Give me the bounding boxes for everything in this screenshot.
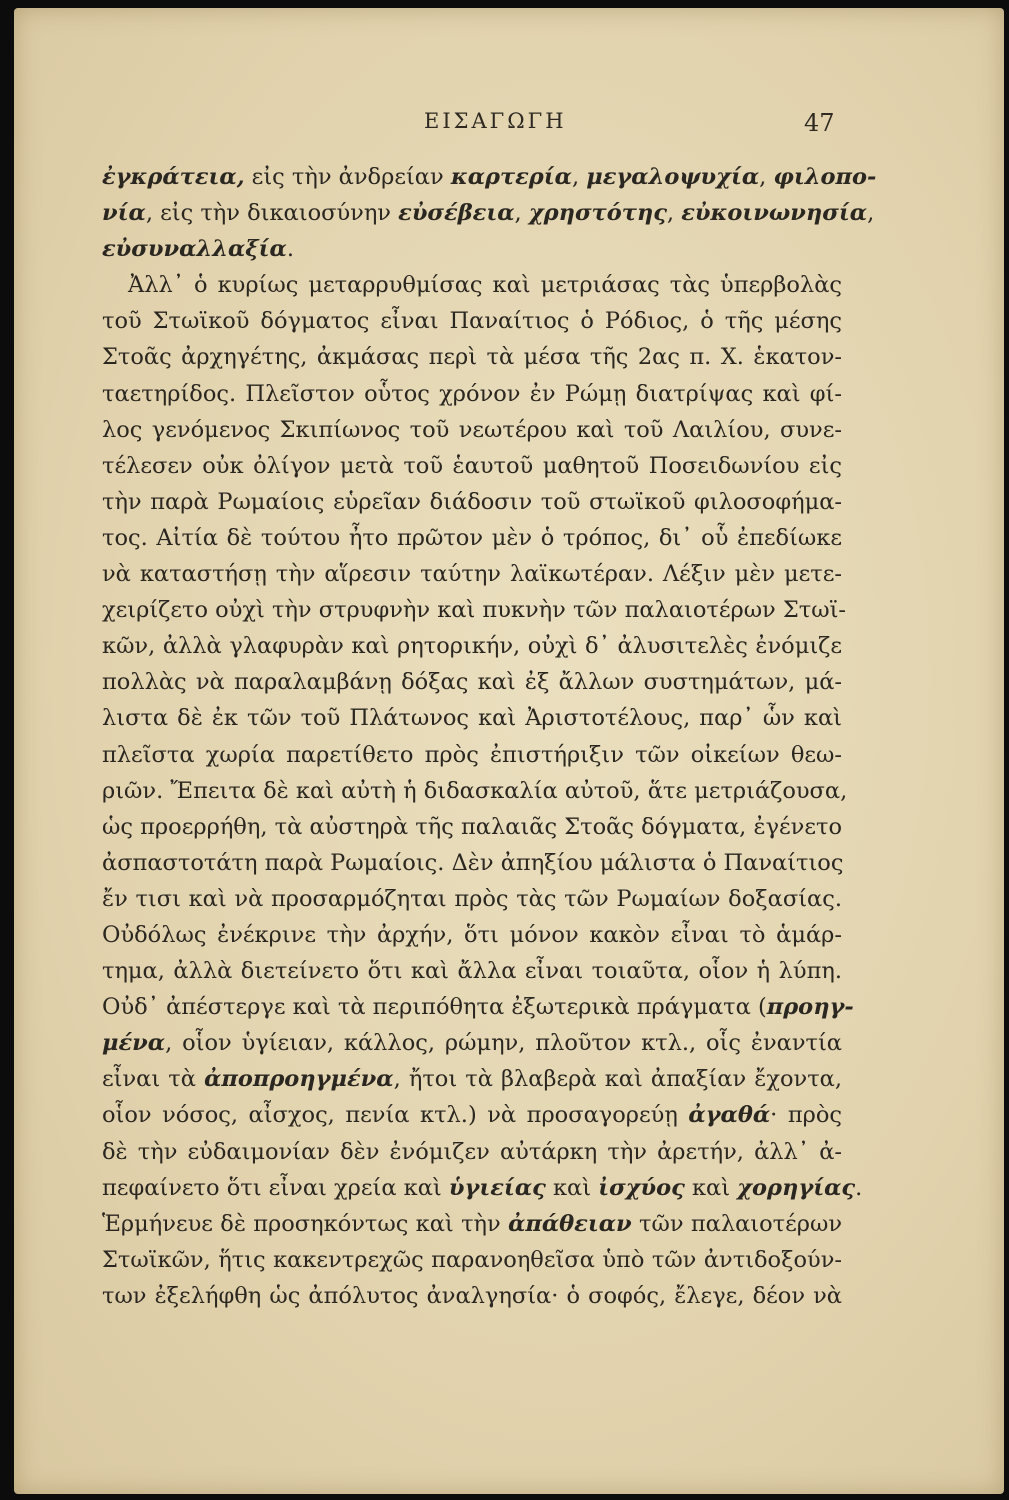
- emphasis-term: μεγαλοψυχία: [586, 164, 760, 190]
- text-run: οἷον νόσος, αἶσχος, πενία κτλ.) νὰ προσαγορεύῃ: [102, 1102, 689, 1129]
- emphasis-term: μένα: [102, 1030, 166, 1057]
- text-run: καὶ: [684, 1174, 738, 1201]
- text-line: [102, 1206, 842, 1242]
- text-line: ὡς προερρήθη, τὰ αὐστηρὰ τῆς παλαιᾶς Στοᾶς δόγματα, ἐγένετο: [102, 813, 842, 840]
- text-run: ,: [514, 200, 529, 227]
- text-line: λος γενόμενος Σκιπίωνος τοῦ νεωτέρου καὶ τοῦ Λαιλίου, συνε-: [102, 416, 842, 443]
- text-line: Στοᾶς ἀρχηγέτης, ἀκμάσας περὶ τὰ μέσα τῆς 2ας π. Χ. ἑκατον-: [102, 344, 842, 371]
- page-body-text: [102, 159, 877, 1314]
- text-line: Ἀλλ᾽ ὁ κυρίως μεταρρυθμίσας καὶ μετριάσας τὰς ὑπερβολὰς: [128, 272, 842, 299]
- emphasis-term: εὐσέβεια: [398, 200, 515, 227]
- emphasis-term: εὐκοινωνησία: [681, 200, 868, 227]
- page-header: [14, 105, 1004, 145]
- text-run: , εἰς τὴν δικαιοσύνην: [145, 200, 399, 227]
- emphasis-term: ἐγκράτεια,: [102, 164, 245, 190]
- text-run: ,: [666, 200, 682, 227]
- text-line: τος. Αἰτία δὲ τούτου ἦτο πρῶτον μὲν ὁ τρόπος, δι᾽ οὗ ἐπεδίωκε: [102, 524, 842, 551]
- text-line: τημα, ἀλλὰ διετείνετο ὅτι καὶ ἄλλα εἶναι τοιαῦτα, οἷον ἡ λύπη.: [102, 958, 842, 985]
- emphasis-term: νία: [102, 200, 146, 227]
- text-run: ,: [759, 164, 774, 190]
- text-line: [102, 231, 842, 267]
- text-line: [102, 989, 854, 1025]
- emphasis-term: ὑγιείας: [448, 1174, 546, 1201]
- text-line: νὰ καταστήσῃ τὴν αἵρεσιν ταύτην λαϊκωτέραν. Λέξιν μὲν μετε-: [102, 561, 842, 588]
- text-line: [102, 1025, 842, 1061]
- text-line: ριῶν. Ἔπειτα δὲ καὶ αὐτὴ ἡ διδασκαλία αὐτοῦ, ἅτε μετριάζουσα,: [102, 777, 848, 804]
- book-page: [14, 8, 1004, 1494]
- text-line: Στωϊκῶν, ἥτις κακεντρεχῶς παρανοηθεῖσα ὑπὸ τῶν ἀντιδοξούν-: [102, 1246, 842, 1273]
- text-line: τέλεσεν οὐκ ὀλίγον μετὰ τοῦ ἑαυτοῦ μαθητοῦ Ποσειδωνίου εἰς: [102, 452, 842, 479]
- text-run: καὶ: [545, 1174, 599, 1201]
- text-run: εἶναι τὰ: [102, 1066, 205, 1093]
- text-run: Ἑρμήνευε δὲ προσηκόντως καὶ τὴν: [102, 1210, 509, 1237]
- text-line: [102, 159, 877, 195]
- running-title: ΕΙΣΑΓΩΓΗ: [424, 109, 567, 133]
- text-line: πολλὰς νὰ παραλαμβάνῃ δόξας καὶ ἐξ ἄλλων συστημάτων, μά-: [102, 669, 842, 696]
- text-run: , οἷον ὑγίειαν, κάλλος, ρώμην, πλοῦτον κτλ., οἷς ἐναντία: [165, 1030, 842, 1057]
- text-line: πλεῖστα χωρία παρετίθετο πρὸς ἐπιστήριξιν τῶν οἰκείων θεω-: [102, 741, 842, 768]
- text-line: χειρίζετο οὐχὶ τὴν στρυφνὴν καὶ πυκνὴν τῶν παλαιοτέρων Στωϊ-: [102, 597, 847, 624]
- text-run: πεφαίνετο ὅτι εἶναι χρεία καὶ: [102, 1174, 449, 1201]
- text-run: Οὐδ᾽ ἀπέστεργε καὶ τὰ περιπόθητα ἐξωτερικὰ πράγματα (: [102, 994, 767, 1021]
- text-line: κῶν, ἀλλὰ γλαφυρὰν καὶ ρητορικήν, οὐχὶ δ᾽ ἀλυσιτελὲς ἐνόμιζε: [102, 633, 842, 660]
- text-run: ,: [867, 200, 875, 227]
- text-line: λιστα δὲ ἐκ τῶν τοῦ Πλάτωνος καὶ Ἀριστοτέλους, παρ᾽ ὧν καὶ: [102, 705, 842, 732]
- emphasis-term: καρτερία: [450, 164, 572, 190]
- text-run: ,: [571, 164, 587, 190]
- text-line: ἀσπαστοτάτη παρὰ Ρωμαίοις. Δὲν ἀπηξίου μάλιστα ὁ Παναίτιος: [102, 849, 844, 876]
- emphasis-term: ἀγαθά: [688, 1102, 771, 1129]
- text-line: δὲ τὴν εὐδαιμονίαν δὲν ἐνόμιζεν αὐτάρκη τὴν ἀρετήν, ἀλλ᾽ ἀ-: [102, 1138, 842, 1165]
- text-line: [102, 1061, 842, 1097]
- text-line: [102, 195, 875, 231]
- text-run: τῶν παλαιοτέρων: [631, 1210, 842, 1237]
- text-line: Οὐδόλως ἐνέκρινε τὴν ἀρχήν, ὅτι μόνον κακὸν εἶναι τὸ ἁμάρ-: [102, 921, 842, 948]
- page-number: 47: [804, 109, 835, 137]
- text-line: ταετηρίδος. Πλεῖστον οὗτος χρόνον ἐν Ρώμῃ διατρίψας καὶ φί-: [102, 380, 842, 407]
- text-line: [102, 1170, 863, 1206]
- emphasis-term: προηγ-: [766, 994, 854, 1021]
- text-run: · πρὸς: [770, 1102, 842, 1129]
- emphasis-term: χρηστότης: [528, 200, 667, 227]
- text-line: ἔν τισι καὶ νὰ προσαρμόζηται πρὸς τὰς τῶν Ρωμαίων δοξασίας.: [102, 885, 842, 912]
- emphasis-term: εὐσυναλλαξία: [102, 236, 287, 263]
- text-run: εἰς τὴν ἀνδρείαν: [244, 164, 451, 190]
- emphasis-term: ἰσχύος: [598, 1174, 685, 1201]
- text-line: [102, 1097, 842, 1133]
- text-run: , ἤτοι τὰ βλαβερὰ καὶ ἀπαξίαν ἔχοντα,: [393, 1066, 842, 1093]
- emphasis-term: ἀποπροηγμένα: [204, 1066, 394, 1093]
- text-line: τοῦ Στωϊκοῦ δόγματος εἶναι Παναίτιος ὁ Ρόδιος, ὁ τῆς μέσης: [102, 308, 842, 335]
- emphasis-term: χορηγίας: [737, 1174, 856, 1201]
- text-line: των ἐξελήφθη ὡς ἀπόλυτος ἀναλγησία· ὁ σοφός, ἔλεγε, δέον νὰ: [102, 1282, 842, 1309]
- text-run: .: [855, 1174, 863, 1201]
- text-line: τὴν παρὰ Ρωμαίοις εὑρεῖαν διάδοσιν τοῦ στωϊκοῦ φιλοσοφήμα-: [102, 488, 842, 515]
- text-run: .: [286, 236, 294, 263]
- emphasis-term: φιλοπο-: [773, 164, 877, 190]
- emphasis-term: ἀπάθειαν: [508, 1210, 632, 1237]
